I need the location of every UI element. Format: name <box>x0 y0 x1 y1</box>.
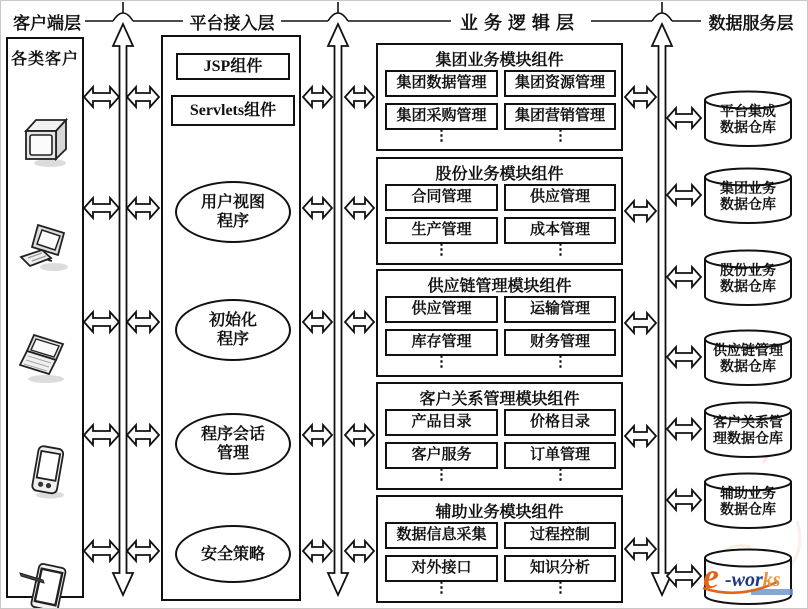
ellipse-text: 初始化 <box>208 312 257 329</box>
logo-e: e <box>703 556 719 596</box>
laptop-icon <box>18 329 74 389</box>
double-arrow-connector <box>345 198 374 218</box>
warehouse-label: 客户关系管 <box>713 416 783 431</box>
double-arrow-connector <box>625 426 656 446</box>
ellipse-text: 管理 <box>216 445 249 462</box>
module-item-box: 生产管理 <box>385 217 498 244</box>
module-item-box: 集团数据管理 <box>385 70 498 97</box>
vertical-bus-double-arrow <box>113 24 133 595</box>
module-supply-chain <box>376 269 623 377</box>
ellipse-text: 程序会话 <box>200 426 265 443</box>
vertical-bus-double-arrow <box>328 24 348 595</box>
double-arrow-connector <box>345 87 374 107</box>
module-item-box: 运输管理 <box>504 296 616 323</box>
double-arrow-connector <box>667 566 701 586</box>
double-arrow-connector <box>303 312 332 332</box>
module-item-box: 过程控制 <box>504 522 616 549</box>
pda-with-stylus-icon <box>18 557 74 609</box>
double-arrow-connector <box>303 198 332 218</box>
double-arrow-connector <box>625 539 656 559</box>
desktop-computer-icon <box>18 217 74 277</box>
double-arrow-connector <box>667 267 701 287</box>
module-item-box: 对外接口 <box>385 555 498 582</box>
warehouse-label: 供应链管理 <box>713 344 783 359</box>
module-item-box: 数据信息采集 <box>385 522 498 549</box>
module-item-box: 集团采购管理 <box>385 103 498 130</box>
module-title: 客户关系管理模块组件 <box>419 391 580 408</box>
warehouse-label: 集团业务 <box>720 182 776 197</box>
module-item-box: 价格目录 <box>504 409 616 436</box>
ellipse-text: 安全策略 <box>200 545 265 563</box>
vertical-bus-double-arrow <box>652 24 672 595</box>
module-item-box: 供应管理 <box>504 184 616 211</box>
double-arrow-connector <box>625 87 656 107</box>
double-arrow-connector <box>127 87 159 107</box>
svg-text:-works <box>725 569 781 591</box>
double-arrow-connector <box>667 490 701 510</box>
module-auxiliary-business <box>376 495 623 603</box>
warehouse-platform-integration <box>703 90 793 148</box>
vertical-ellipsis: ⋮ <box>553 467 568 483</box>
double-arrow-connector <box>84 87 119 107</box>
warehouse-label: 理数据仓库 <box>713 432 783 447</box>
double-arrow-connector <box>303 541 332 561</box>
layer-label-client: 客户端层 <box>13 14 81 33</box>
double-arrow-connector <box>127 198 159 218</box>
module-item-box: 知识分析 <box>504 555 616 582</box>
warehouse-group-business <box>703 167 793 225</box>
vertical-ellipsis: ⋮ <box>553 242 568 258</box>
double-arrow-connector <box>667 185 701 205</box>
module-title: 供应链管理模块组件 <box>427 278 572 295</box>
vertical-ellipsis: ⋮ <box>434 354 449 370</box>
double-arrow-connector <box>625 313 656 333</box>
module-title: 集团业务模块组件 <box>435 52 564 69</box>
client-layer-title: 各类客户 <box>10 51 79 68</box>
double-arrow-connector <box>345 312 374 332</box>
warehouse-crm <box>703 401 793 459</box>
module-item-box: 订单管理 <box>504 442 616 469</box>
vertical-ellipsis: ⋮ <box>434 467 449 483</box>
module-item-box: 集团资源管理 <box>504 70 616 97</box>
double-arrow-connector <box>127 312 159 332</box>
module-item-box: 合同管理 <box>385 184 498 211</box>
double-arrow-connector <box>667 347 701 367</box>
warehouse-label: 数据仓库 <box>720 360 776 375</box>
warehouse-supply-chain <box>703 329 793 387</box>
ellipse-text: 程序 <box>216 331 249 348</box>
initialization-program-ellipse <box>175 299 291 361</box>
warehouse-label: 数据仓库 <box>720 503 776 518</box>
security-policy-ellipse <box>175 525 291 583</box>
double-arrow-connector <box>127 425 159 445</box>
double-arrow-connector <box>84 312 119 332</box>
layer-label-data-service: 数据服务层 <box>708 14 794 33</box>
module-title: 辅助业务模块组件 <box>435 504 564 521</box>
double-arrow-connector <box>127 541 159 561</box>
double-arrow-connector <box>667 419 701 439</box>
module-group-business <box>376 43 623 151</box>
module-item-box: 供应管理 <box>385 296 498 323</box>
layer-label-platform-access: 平台接入层 <box>189 14 275 33</box>
logo-ks: ks <box>762 569 781 591</box>
module-item-box: 成本管理 <box>504 217 616 244</box>
platform-access-layer-box <box>161 35 301 601</box>
session-management-ellipse <box>175 413 291 475</box>
double-arrow-connector <box>84 425 119 445</box>
e-works-logo <box>697 550 808 606</box>
logo-wor: -wor <box>725 569 763 591</box>
module-item-box: 财务管理 <box>504 329 616 356</box>
double-arrow-connector <box>303 425 332 445</box>
servlets-component-box: Servlets组件 <box>171 95 295 126</box>
vertical-ellipsis: ⋮ <box>553 580 568 596</box>
layer-label-business-logic: 业务逻辑层 <box>460 13 580 33</box>
ellipse-text: 用户视图 <box>200 194 265 211</box>
warehouse-label: 数据仓库 <box>720 121 776 136</box>
warehouse-auxiliary-business <box>703 472 793 530</box>
warehouse-label: 平台集成 <box>720 105 776 120</box>
warehouse-stock-business <box>703 249 793 307</box>
mobile-phone-icon <box>18 441 74 501</box>
module-item-box: 客户服务 <box>385 442 498 469</box>
module-title: 股份业务模块组件 <box>435 166 564 183</box>
client-layer-box <box>6 37 84 598</box>
double-arrow-connector <box>345 425 374 445</box>
ellipse-text: 程序 <box>216 213 249 230</box>
vertical-ellipsis: ⋮ <box>553 128 568 144</box>
double-arrow-connector <box>345 541 374 561</box>
warehouse-label: 股份业务 <box>720 264 776 279</box>
user-view-program-ellipse <box>175 181 291 243</box>
module-item-box: 产品目录 <box>385 409 498 436</box>
double-arrow-connector <box>667 108 701 128</box>
crt-monitor-icon <box>18 111 74 171</box>
double-arrow-connector <box>84 541 119 561</box>
vertical-ellipsis: ⋮ <box>434 580 449 596</box>
vertical-ellipsis: ⋮ <box>553 354 568 370</box>
warehouse-label: 数据仓库 <box>720 280 776 295</box>
module-stock-business <box>376 157 623 265</box>
jsp-component-box: JSP组件 <box>176 53 290 80</box>
double-arrow-connector <box>84 198 119 218</box>
double-arrow-connector <box>303 87 332 107</box>
warehouse-label: 辅助业务 <box>720 487 776 502</box>
vertical-ellipsis: ⋮ <box>434 242 449 258</box>
vertical-ellipsis: ⋮ <box>434 128 449 144</box>
module-item-box: 集团营销管理 <box>504 103 616 130</box>
double-arrow-connector <box>625 201 656 221</box>
warehouse-label: 数据仓库 <box>720 198 776 213</box>
module-crm <box>376 382 623 490</box>
module-item-box: 库存管理 <box>385 329 498 356</box>
